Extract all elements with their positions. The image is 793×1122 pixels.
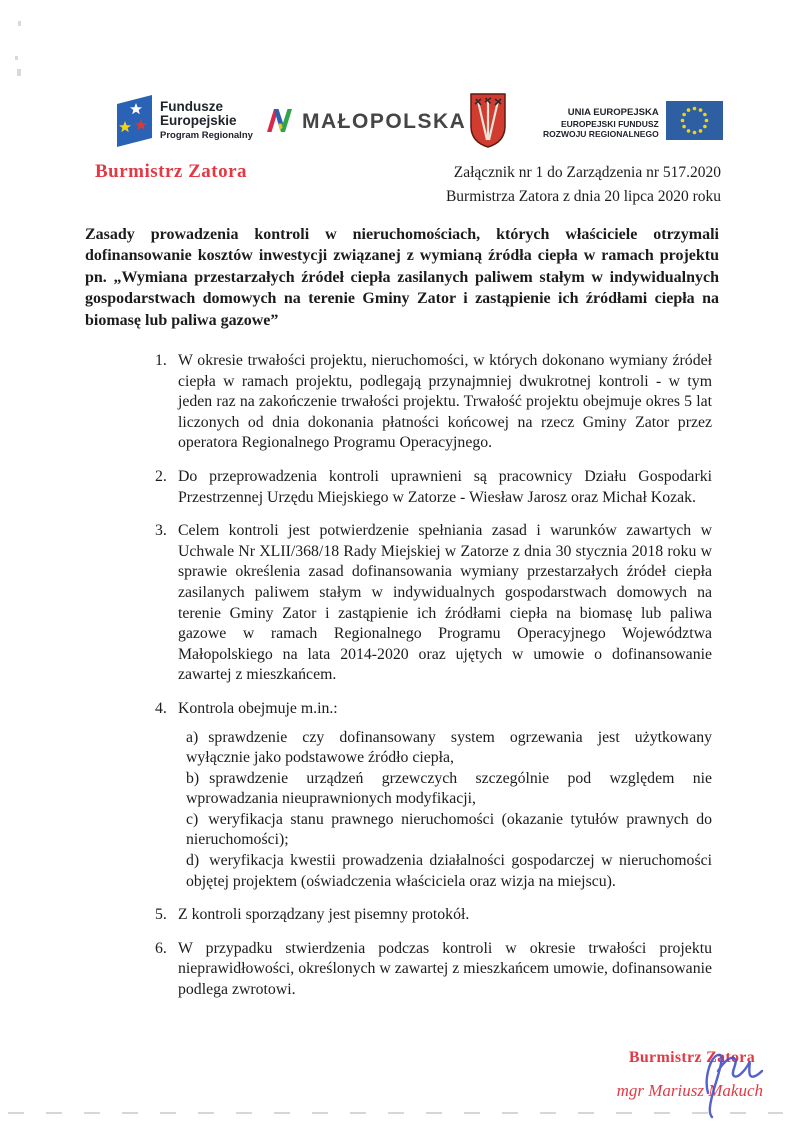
eu-line2: EUROPEJSKI FUNDUSZ xyxy=(560,118,659,129)
item-text-lead: Kontrola obejmuje m.in.: xyxy=(178,699,338,717)
scan-artifact-line xyxy=(8,1112,783,1114)
attachment-line1: Załącznik nr 1 do Zarządzenia nr 517.2020 xyxy=(453,164,721,181)
malopolska-wordmark: MAŁOPOLSKA xyxy=(302,109,467,133)
scan-artifact xyxy=(18,21,21,26)
eu-line3: ROZWOJU REGIONALNEGO xyxy=(543,128,659,139)
sub-item xyxy=(186,851,712,892)
item-text: Z kontroli sporządzany jest pisemny protokół. xyxy=(178,906,470,924)
item-number: 6. xyxy=(155,939,167,957)
sub-text: sprawdzenie urządzeń grzewczych szczególnie pod względem nie wprowadzania nieuprawnionych modyfikacji, xyxy=(186,769,712,808)
list-item xyxy=(155,467,712,508)
list-item xyxy=(155,351,712,454)
attachment-reference xyxy=(446,161,721,209)
fe-line3: Program Regionalny xyxy=(160,130,253,142)
item-number: 4. xyxy=(155,699,167,717)
item-number: 3. xyxy=(155,522,167,540)
sub-letter: a) xyxy=(186,728,199,746)
item-text xyxy=(178,699,712,892)
eu-line1: UNIA EUROPEJSKA xyxy=(567,107,659,119)
sub-letter: d) xyxy=(186,852,200,870)
mayor-stamp: Burmistrz Zatora xyxy=(95,161,248,182)
signature-name-stamp: mgr Mariusz Makuch xyxy=(616,1081,763,1100)
sub-text: sprawdzenie czy dofinansowany system ogrzewania jest użytkowany wyłącznie jako podstawowe źródło ciepła, xyxy=(186,728,712,767)
list-item xyxy=(155,699,712,892)
fe-flag-icon xyxy=(116,95,153,153)
item-text: Celem kontroli jest potwierdzenie spełniania zasad i warunków zawartych w Uchwale Nr XLII/368/18 Rady Miejskiej w Zatorze z dnia 30 stycznia 2018 roku w sprawie określenia zasad dofinansowania wymiany przestarzałych źródeł ciepła zasilanych paliwem stałym w indywidualnych gospodarstwach domowych na terenie Gminy Zator i zastąpienie ich źródłami ciepła na biomasę lub paliwa gazowe w ramach Regionalnego Programu Operacyjnego Województwa Małopolskiego na lata 2014-2020 oraz ujętych w umowie o dofinansowanie zawartej z mieszkańcem. xyxy=(178,522,712,684)
rules-list xyxy=(155,351,712,1014)
sub-item xyxy=(186,728,712,769)
fundusze-europejskie-logo xyxy=(116,95,253,153)
logo-header xyxy=(0,92,793,154)
sub-text: weryfikacja kwestii prowadzenia działalności gospodarczej w nieruchomości objętej projektem (oświadczenia właściciela oraz wizja na miejscu). xyxy=(186,852,712,890)
scan-artifact xyxy=(17,69,21,76)
sub-letter: c) xyxy=(186,810,199,828)
sub-text: weryfikacja stanu prawnego nieruchomości (okazanie tytułów prawnych do nieruchomości); xyxy=(186,810,712,849)
eu-flag-icon xyxy=(666,101,723,145)
fe-wordmark xyxy=(160,100,253,141)
zator-coat-of-arms xyxy=(468,92,508,155)
malopolska-m-icon xyxy=(266,106,294,137)
signature-title-stamp: Burmistrz Zatora xyxy=(628,1049,755,1066)
attachment-line2: Burmistrza Zatora z dnia 20 lipca 2020 roku xyxy=(445,188,721,205)
item-text: W przypadku stwierdzenia podczas kontroli w okresie trwałości projektu nieprawidłowości, określonych w zawartej z mieszkańcem umowie, dofinansowanie podlega zwrotowi. xyxy=(178,939,712,999)
list-item xyxy=(155,521,712,686)
item-text: W okresie trwałości projektu, nieruchomości, w których dokonano wymiany źródeł ciepła w ramach projektu, podlegają przynajmniej dwukrotnej kontroli - w tym jeden raz na zakończenie trwałości projektu. Trwałość projektu obejmuje okres 5 lat liczonych od dnia dokonania płatności końcowej na rzecz Gminy Zator przez operatora Regionalnego Programu Operacyjnego. xyxy=(178,352,712,452)
sub-item xyxy=(186,810,712,851)
eu-wordmark xyxy=(543,107,659,139)
document-title-paragraph: Zasady prowadzenia kontroli w nieruchomościach, których właściciele otrzymali dofinansowanie kosztów inwestycji związanej z wymianą źródła ciepła w ramach projektu pn. „Wymiana przestarzałych źródeł ciepła zasilanych paliwem stałym w indywidualnych gospodarstwach domowych na terenie Gminy Zator i zastąpienie ich źródłami ciepła na biomasę lub paliwa gazowe” xyxy=(85,226,719,329)
malopolska-logo xyxy=(266,106,466,137)
sub-letter: b) xyxy=(186,769,200,787)
handwritten-signature xyxy=(678,1047,788,1122)
fe-line2: Europejskie xyxy=(160,113,237,129)
fe-line1: Fundusze xyxy=(160,99,223,114)
list-item xyxy=(155,939,712,1001)
list-item xyxy=(155,905,712,926)
item-number: 1. xyxy=(155,352,167,369)
item-number: 2. xyxy=(155,467,167,485)
sub-list xyxy=(186,728,712,893)
scan-artifact xyxy=(15,56,18,60)
item-number: 5. xyxy=(155,906,167,924)
eu-logo xyxy=(543,101,723,145)
sub-item xyxy=(186,769,712,810)
item-text: Do przeprowadzenia kontroli uprawnieni są pracownicy Działu Gospodarki Przestrzennej Urzędu Miejskiego w Zatorze - Wiesław Jarosz oraz Michał Kozak. xyxy=(178,467,712,506)
